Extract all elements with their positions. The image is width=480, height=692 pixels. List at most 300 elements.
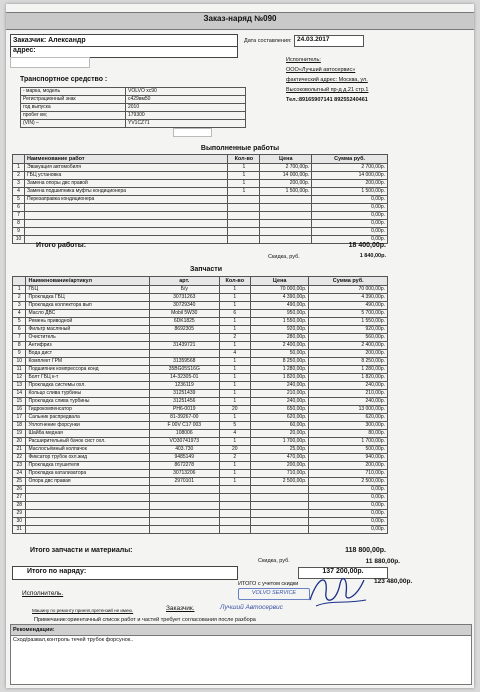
- date-value: 24.03.2017: [294, 35, 364, 47]
- work-name: ГБЦ установка: [24, 172, 227, 180]
- part-qty: 1: [219, 326, 250, 334]
- part-qty: 5: [219, 422, 250, 430]
- part-article: 1236119: [149, 382, 219, 390]
- work-sum: 200,00р.: [312, 180, 388, 188]
- parts-discount-label: Скидка, руб.: [258, 558, 290, 564]
- work-name: Перезаправка кондиционера: [24, 196, 227, 204]
- table-row: [13, 398, 388, 406]
- table-row: [13, 188, 388, 196]
- part-sum: 0,00р.: [309, 518, 388, 526]
- date-label: Дата составления:: [244, 38, 292, 44]
- executor-block: [286, 57, 398, 115]
- part-sum: 1 820,00р.: [309, 374, 388, 382]
- table-row: [13, 212, 388, 220]
- stamp-top-text: VOLVO SERVICE: [251, 590, 297, 596]
- vehicle-row: [21, 104, 246, 112]
- work-qty: 1: [228, 172, 260, 180]
- row-number: 5: [13, 196, 25, 204]
- work-sum: 0,00р.: [312, 228, 388, 236]
- work-name: Замена подшипника муфты кондиционера: [24, 188, 227, 196]
- table-row: [13, 196, 388, 204]
- part-name: Расширительный бачок сист охл.: [26, 438, 150, 446]
- part-article: [149, 494, 219, 502]
- row-number: 18: [13, 422, 26, 430]
- part-qty: [219, 526, 250, 534]
- part-name: [26, 502, 150, 510]
- table-row: [13, 406, 388, 414]
- table-row: [13, 430, 388, 438]
- part-qty: 1: [219, 462, 250, 470]
- acceptance-note: Машину по ремонту принял,претензий не имею.: [32, 608, 134, 613]
- part-price: 490,00р.: [251, 302, 309, 310]
- work-price: [260, 220, 312, 228]
- table-row: [13, 326, 388, 334]
- row-number: 8: [13, 342, 26, 350]
- row-number: 1: [13, 164, 25, 172]
- work-name: [24, 204, 227, 212]
- row-number: 6: [13, 204, 25, 212]
- work-name: [24, 220, 227, 228]
- part-price: 2 500,00р.: [251, 478, 309, 486]
- part-sum: 13 000,00р.: [309, 406, 388, 414]
- table-row: [13, 286, 388, 294]
- part-qty: [219, 502, 250, 510]
- work-name: Эвакуация автомобиля: [24, 164, 227, 172]
- part-name: [26, 526, 150, 534]
- part-price: 210,00р.: [251, 390, 309, 398]
- volvo-stamp: [238, 588, 310, 600]
- table-row: [13, 526, 388, 534]
- vehicle-field-label: год выпуска: [21, 104, 126, 112]
- vehicle-field-value: VOLVO xc90: [126, 88, 246, 96]
- part-article: F 00V C17 003: [149, 422, 219, 430]
- work-order-sheet: [6, 4, 474, 688]
- part-price: 60,00р.: [251, 422, 309, 430]
- part-name: Фиксатор трубок охл.жид: [26, 454, 150, 462]
- part-article: PH6-0019: [149, 406, 219, 414]
- part-price: 1 280,00р.: [251, 366, 309, 374]
- part-name: Кольцо слива турбины: [26, 390, 150, 398]
- part-qty: 1: [219, 390, 250, 398]
- part-price: 50,00р.: [251, 350, 309, 358]
- row-number: 7: [13, 334, 26, 342]
- recommendations-text: Сход/развал,контроль течей трубок форсунок..: [13, 637, 134, 643]
- part-sum: 0,00р.: [309, 502, 388, 510]
- part-sum: 80,00р.: [309, 430, 388, 438]
- vehicle-field-value: YV1CZ71: [126, 120, 246, 128]
- part-name: [26, 494, 150, 502]
- row-number: 22: [13, 454, 26, 462]
- part-price: 1 820,00р.: [251, 374, 309, 382]
- part-price: [251, 510, 309, 518]
- work-sum: 0,00р.: [312, 204, 388, 212]
- part-qty: 1: [219, 366, 250, 374]
- with-discount-total: 123 480,00р.: [374, 578, 413, 585]
- part-price: 20,00р.: [251, 430, 309, 438]
- part-price: 950,00р.: [251, 310, 309, 318]
- with-discount-label: ИТОГО с учетом скидки: [238, 581, 299, 587]
- vehicle-field-value: 179300: [126, 112, 246, 120]
- part-article: Б/у: [149, 286, 219, 294]
- document-title: Заказ-наряд №090: [203, 14, 277, 23]
- row-number: 6: [13, 326, 26, 334]
- part-article: 30731263: [149, 294, 219, 302]
- part-sum: 70 000,00р.: [309, 286, 388, 294]
- part-article: 30729340: [149, 302, 219, 310]
- table-row: [13, 302, 388, 310]
- part-qty: 1: [219, 478, 250, 486]
- part-article: [149, 334, 219, 342]
- part-sum: 210,00р.: [309, 390, 388, 398]
- work-price: [260, 204, 312, 212]
- part-name: Гидрокомпенсатор: [26, 406, 150, 414]
- part-price: 200,00р.: [251, 462, 309, 470]
- part-article: 81-39267-00: [149, 414, 219, 422]
- parts-table: [12, 276, 388, 534]
- row-number: 17: [13, 414, 26, 422]
- parts-header-sum: Сумма руб.: [309, 277, 388, 286]
- row-number: 4: [13, 188, 25, 196]
- row-number: 21: [13, 446, 26, 454]
- work-price: [260, 196, 312, 204]
- executor-label: Исполнитель:: [286, 57, 321, 63]
- part-price: 2 400,00р.: [251, 342, 309, 350]
- part-sum: 0,00р.: [309, 510, 388, 518]
- part-article: 8672278: [149, 462, 219, 470]
- vehicle-row: [21, 112, 246, 120]
- works-discount: 1 840,00р.: [359, 253, 386, 259]
- works-discount-label: Скидка, руб.: [268, 254, 300, 260]
- part-price: 8 250,00р.: [251, 358, 309, 366]
- part-price: 470,00р.: [251, 454, 309, 462]
- table-row: [13, 478, 388, 486]
- row-number: 25: [13, 478, 26, 486]
- table-row: [13, 462, 388, 470]
- table-row: [13, 502, 388, 510]
- part-qty: 1: [219, 302, 250, 310]
- part-article: 6DK1825: [149, 318, 219, 326]
- works-total: 18 400,00р.: [348, 242, 386, 249]
- part-article: 9485149: [149, 454, 219, 462]
- stamp-bottom-text: Лучший Автосервис: [220, 604, 283, 611]
- recommendations-label: Рекомендации:: [13, 627, 55, 633]
- part-name: Прокладка глушителя: [26, 462, 150, 470]
- part-sum: 200,00р.: [309, 350, 388, 358]
- remark: Примечание:ориентачный список работ и частей требует согласования после разбора: [34, 617, 256, 623]
- part-article: 30713206: [149, 470, 219, 478]
- part-price: 25,00р.: [251, 446, 309, 454]
- part-qty: 20: [219, 406, 250, 414]
- vehicle-row: [21, 96, 246, 104]
- work-name: [24, 228, 227, 236]
- row-number: 14: [13, 390, 26, 398]
- parts-header-name: Наименование/артикул: [26, 277, 150, 286]
- part-qty: 1: [219, 358, 250, 366]
- part-article: 31251456: [149, 398, 219, 406]
- part-article: 31439721: [149, 342, 219, 350]
- table-row: [13, 366, 388, 374]
- works-header-sum: Сумма руб.: [312, 155, 388, 164]
- parts-total-label: Итого запчасти и материалы:: [30, 547, 133, 554]
- row-number: 5: [13, 318, 26, 326]
- work-sum: 0,00р.: [312, 236, 388, 244]
- work-sum: 0,00р.: [312, 212, 388, 220]
- part-name: Прокладка слива турбины: [26, 398, 150, 406]
- work-sum: 0,00р.: [312, 220, 388, 228]
- row-number: 27: [13, 494, 26, 502]
- part-qty: 4: [219, 350, 250, 358]
- part-article: 14-32305-01: [149, 374, 219, 382]
- part-name: [26, 486, 150, 494]
- part-qty: 1: [219, 414, 250, 422]
- part-article: 2970101: [149, 478, 219, 486]
- row-number: 15: [13, 398, 26, 406]
- table-row: [13, 172, 388, 180]
- part-price: [251, 526, 309, 534]
- part-price: 4 390,00р.: [251, 294, 309, 302]
- customer-sign-label: Заказчик.: [166, 605, 195, 612]
- table-row: [13, 180, 388, 188]
- vehicle-field-label: пробег км;: [21, 112, 126, 120]
- row-number: 2: [13, 172, 25, 180]
- works-title: Выполненные работы: [200, 145, 280, 152]
- works-header-name: Наименование работ: [24, 155, 227, 164]
- part-article: [149, 486, 219, 494]
- part-price: 240,00р.: [251, 382, 309, 390]
- row-number: 26: [13, 486, 26, 494]
- part-sum: 620,00р.: [309, 414, 388, 422]
- vehicle-field-value: с429вм50: [126, 96, 246, 104]
- row-number: 9: [13, 228, 25, 236]
- customer-label: Заказчик: Александр: [13, 37, 86, 44]
- part-price: 70 000,00р.: [251, 286, 309, 294]
- part-sum: 2 500,00р.: [309, 478, 388, 486]
- vehicle-field-label: Регистрационный знак: [21, 96, 126, 104]
- vehicle-field-label: (VIN) –: [21, 120, 126, 128]
- part-qty: 1: [219, 398, 250, 406]
- part-article: 31251439: [149, 390, 219, 398]
- work-sum: 14 000,00р.: [312, 172, 388, 180]
- redacted-field: [10, 57, 90, 68]
- vehicle-row: [21, 88, 246, 96]
- row-number: 19: [13, 430, 26, 438]
- executor-line-3: Высоковольтный пр-д д.21 стр.1: [286, 87, 369, 93]
- part-price: 240,00р.: [251, 398, 309, 406]
- work-qty: [228, 212, 260, 220]
- table-row: [13, 310, 388, 318]
- row-number: 13: [13, 382, 26, 390]
- part-sum: 1 700,00р.: [309, 438, 388, 446]
- part-name: Маслосъёмный колпачок: [26, 446, 150, 454]
- part-qty: 2: [219, 454, 250, 462]
- executor-sign-label: Исполнитель.: [22, 590, 64, 597]
- vin-redaction: [173, 128, 212, 137]
- part-name: Прокладка катализатора: [26, 470, 150, 478]
- parts-title: Запчасти: [189, 266, 223, 273]
- works-header-price: Цена: [260, 155, 312, 164]
- part-name: Антифриз: [26, 342, 150, 350]
- part-qty: 20: [219, 446, 250, 454]
- work-qty: 1: [228, 188, 260, 196]
- part-article: 108006: [149, 430, 219, 438]
- row-number: 30: [13, 518, 26, 526]
- row-number: 3: [13, 302, 26, 310]
- row-number: 23: [13, 462, 26, 470]
- part-sum: 500,00р.: [309, 446, 388, 454]
- part-name: [26, 518, 150, 526]
- table-row: [13, 454, 388, 462]
- part-name: Уплотнение форсунки: [26, 422, 150, 430]
- table-row: [13, 414, 388, 422]
- part-article: [149, 526, 219, 534]
- table-row: [13, 382, 388, 390]
- work-qty: [228, 204, 260, 212]
- table-row: [13, 228, 388, 236]
- part-price: 710,00р.: [251, 470, 309, 478]
- signature-scribble-icon: [306, 570, 370, 610]
- parts-total: 118 800,00р.: [345, 547, 386, 554]
- part-name: Прокладка системы охл.: [26, 382, 150, 390]
- part-price: [251, 494, 309, 502]
- part-qty: 6: [219, 310, 250, 318]
- work-sum: 2 700,00р.: [312, 164, 388, 172]
- part-name: Масло ДВС: [26, 310, 150, 318]
- work-sum: 1 500,00р.: [312, 188, 388, 196]
- table-row: [13, 374, 388, 382]
- row-number: 3: [13, 180, 25, 188]
- table-row: [13, 220, 388, 228]
- part-sum: 240,00р.: [309, 398, 388, 406]
- address-label: адрес:: [13, 47, 36, 54]
- work-sum: 0,00р.: [312, 196, 388, 204]
- part-qty: 1: [219, 438, 250, 446]
- parts-discount: 11 880,00р.: [365, 558, 400, 565]
- work-price: 14 000,00р.: [260, 172, 312, 180]
- table-row: [13, 390, 388, 398]
- part-qty: 1: [219, 318, 250, 326]
- table-row: [13, 358, 388, 366]
- row-number: 9: [13, 350, 26, 358]
- work-qty: 1: [228, 180, 260, 188]
- table-row: [13, 204, 388, 212]
- part-name: ГБЦ: [26, 286, 150, 294]
- part-name: Вода дист: [26, 350, 150, 358]
- row-number: 31: [13, 526, 26, 534]
- part-qty: [219, 486, 250, 494]
- work-price: [260, 212, 312, 220]
- part-sum: 0,00р.: [309, 494, 388, 502]
- part-qty: 1: [219, 294, 250, 302]
- part-sum: 8 250,00р.: [309, 358, 388, 366]
- row-number: 8: [13, 220, 25, 228]
- part-article: VO30741973: [149, 438, 219, 446]
- part-price: [251, 486, 309, 494]
- work-qty: [228, 196, 260, 204]
- part-sum: 2 400,00р.: [309, 342, 388, 350]
- part-name: Сальник распредвала: [26, 414, 150, 422]
- part-qty: 2: [219, 334, 250, 342]
- part-article: 8692305: [149, 326, 219, 334]
- vehicle-field-value: 2010: [126, 104, 246, 112]
- table-row: [13, 350, 388, 358]
- table-row: [13, 342, 388, 350]
- row-number: 7: [13, 212, 25, 220]
- table-row: [13, 510, 388, 518]
- table-row: [13, 446, 388, 454]
- part-qty: 1: [219, 382, 250, 390]
- works-table: [12, 154, 388, 244]
- work-price: 200,00р.: [260, 180, 312, 188]
- part-sum: 0,00р.: [309, 486, 388, 494]
- parts-header-art: арт.: [149, 277, 219, 286]
- part-sum: 1 280,00р.: [309, 366, 388, 374]
- part-article: [149, 502, 219, 510]
- part-sum: 1 550,00р.: [309, 318, 388, 326]
- part-name: Подшипник компрессора конд: [26, 366, 150, 374]
- vehicle-heading: Транспортное средство :: [20, 76, 108, 83]
- row-number: 1: [13, 286, 26, 294]
- part-price: [251, 502, 309, 510]
- vehicle-table: [20, 87, 246, 128]
- part-name: Опора двс правая: [26, 478, 150, 486]
- work-qty: [228, 228, 260, 236]
- part-sum: 240,00р.: [309, 382, 388, 390]
- recommendations-box: [10, 635, 472, 685]
- part-sum: 490,00р.: [309, 302, 388, 310]
- work-price: 2 700,00р.: [260, 164, 312, 172]
- row-number: 12: [13, 374, 26, 382]
- part-name: Прокладка ГБЦ: [26, 294, 150, 302]
- part-qty: 1: [219, 470, 250, 478]
- part-article: 403.730: [149, 446, 219, 454]
- row-number: 16: [13, 406, 26, 414]
- part-name: Комплект ГРМ: [26, 358, 150, 366]
- row-number: 10: [13, 358, 26, 366]
- part-article: [149, 350, 219, 358]
- part-sum: 0,00р.: [309, 526, 388, 534]
- part-qty: [219, 510, 250, 518]
- part-article: 31359568: [149, 358, 219, 366]
- order-total-label: Итого по наряду:: [27, 568, 87, 575]
- work-name: Замена опоры двс правой: [24, 180, 227, 188]
- row-number: 24: [13, 470, 26, 478]
- work-price: 1 500,00р.: [260, 188, 312, 196]
- work-qty: 1: [228, 164, 260, 172]
- table-row: [13, 518, 388, 526]
- part-article: [149, 518, 219, 526]
- part-qty: [219, 494, 250, 502]
- part-price: 650,00р.: [251, 406, 309, 414]
- part-article: [149, 510, 219, 518]
- part-sum: 920,00р.: [309, 326, 388, 334]
- part-name: Болт ГБЦ к-т: [26, 374, 150, 382]
- table-row: [13, 486, 388, 494]
- part-price: 620,00р.: [251, 414, 309, 422]
- part-article: 35BG05S16G: [149, 366, 219, 374]
- part-sum: 560,00р.: [309, 334, 388, 342]
- parts-header-qty: Кол-во: [219, 277, 250, 286]
- part-qty: 1: [219, 374, 250, 382]
- works-total-label: Итого работы:: [36, 242, 87, 249]
- part-price: 280,00р.: [251, 334, 309, 342]
- vehicle-field-label: - марка, модель: [21, 88, 126, 96]
- work-name: [24, 212, 227, 220]
- work-qty: [228, 236, 260, 244]
- part-price: 1 550,00р.: [251, 318, 309, 326]
- work-qty: [228, 220, 260, 228]
- executor-phone: Тел.:89165907141 89255240461: [286, 97, 368, 103]
- row-number: 29: [13, 510, 26, 518]
